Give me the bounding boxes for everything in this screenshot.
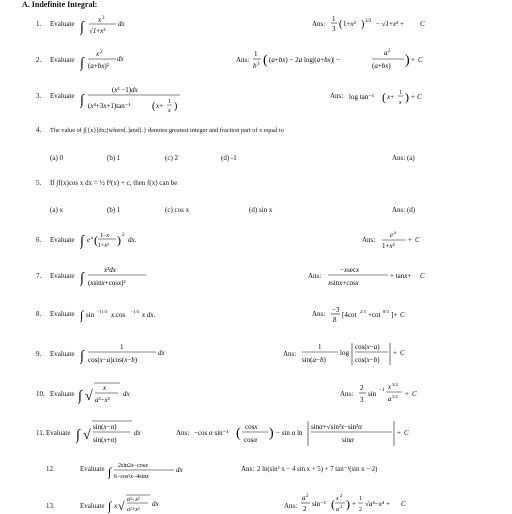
problem-question: Evaluate [50,236,75,244]
svg-text:C: C [420,272,425,280]
svg-text:[4cot: [4cot [342,311,357,319]
svg-text:x: x [91,236,94,241]
svg-text:sin: sin [86,311,95,319]
answer-label: Ans: [176,429,190,437]
problem-9 [0,340,512,370]
answer-label: Ans: (d) [392,206,416,214]
svg-text:3: 3 [332,25,336,33]
problem-question: Evaluate [50,272,75,280]
problem-number: 8. [36,310,42,318]
svg-text:dx: dx [118,20,125,28]
problem-question: Evaluate [46,429,71,437]
option-a: (a) x [50,206,64,214]
svg-text:x: x [388,383,392,391]
svg-text:dx: dx [152,500,159,508]
svg-text:∫: ∫ [80,93,84,108]
integrand-formula [80,14,140,38]
section-heading: A. Indefinite Integral: [22,0,98,9]
answer-label: Ans: [312,20,326,28]
svg-text:(x² −1)dx: (x² −1)dx [112,86,138,94]
answer-label: Ans: (a) [392,154,415,162]
svg-text:6−cos²x−4sinx: 6−cos²x−4sinx [114,474,149,480]
answer-formula [192,418,437,450]
svg-text:b: b [253,62,257,70]
integrand-formula [80,304,170,326]
svg-text:x: x [114,502,118,510]
integrand-formula [78,380,138,410]
svg-text:√: √ [85,389,93,404]
svg-text:3/2: 3/2 [392,394,398,399]
svg-text:(xsinx+cosx)²: (xsinx+cosx)² [88,279,126,287]
svg-text:C: C [401,500,406,508]
problem-number: 10. [36,390,45,398]
svg-text:x: x [399,100,402,106]
svg-text:−11/3: −11/3 [97,309,108,314]
svg-text:x dx.: x dx. [142,311,156,319]
svg-text:+: + [411,56,415,64]
problem-number: 5. [36,179,42,187]
svg-text:−xsecx: −xsecx [340,266,360,274]
svg-text:1+x²: 1+x² [98,243,109,249]
answer-formula: 2 ln(sin² x − 4 sin x + 5) + 7 tan⁻¹(sin x − 2) [257,466,378,473]
svg-text:cosα: cosα [244,436,258,444]
svg-text:+ tanx+: + tanx+ [390,272,412,280]
svg-text:(: ( [152,101,156,112]
svg-text:sin(x−α): sin(x−α) [93,423,117,431]
answer-label: Ans: [236,56,250,64]
problem-3 [0,84,512,114]
svg-text:a: a [336,507,339,513]
svg-text:3/2: 3/2 [392,382,398,387]
svg-text:a³−x³: a³−x³ [95,396,110,404]
svg-text:C: C [418,56,423,64]
svg-text:2: 2 [306,494,309,499]
svg-text:log: log [340,349,349,357]
svg-text:dx: dx [134,429,141,437]
svg-text:sin⁻¹: sin⁻¹ [312,500,326,508]
problem-question: Evaluate [50,20,75,28]
svg-text:): ) [117,233,121,247]
svg-text:− √1+x² +: − √1+x² + [376,20,404,28]
problem-2 [0,46,512,76]
option-b: (b) 1 [107,206,121,214]
svg-text:(: ( [236,426,241,441]
answer-formula [347,84,437,114]
option-d: (d) sin x [249,206,273,214]
svg-text:+: + [411,93,415,101]
problem-number: 1. [36,20,42,28]
svg-text:√: √ [83,428,91,443]
svg-text:1+x²: 1+x² [343,20,356,28]
svg-text:1: 1 [399,90,402,96]
svg-text:cosx: cosx [245,423,258,431]
svg-text:∫: ∫ [78,389,82,404]
svg-text:C: C [400,311,405,319]
answer-label: Ans: [283,350,297,358]
svg-text:cos(x−b): cos(x−b) [355,356,380,364]
svg-text:e: e [390,231,394,239]
svg-text:2: 2 [340,493,343,498]
answer-formula [300,340,430,370]
problem-11 [0,418,512,450]
problem-number: 11. [36,429,45,437]
svg-text:2/3: 2/3 [360,309,366,314]
answer-formula [358,380,438,410]
svg-text:x: x [103,384,107,392]
svg-text:): ) [174,101,178,112]
problem-5 [0,178,512,218]
svg-text:x: x [96,50,100,58]
svg-text:sin(a−b): sin(a−b) [302,356,326,364]
option-d: (d) -1 [221,154,237,162]
problem-question: The value of ∫[{x}]dx;(where[.]and{.} denotes greatest integer and fraction part of x equal to [50,127,284,134]
svg-text:sin: sin [368,390,377,398]
svg-text:2sin2x−cosx: 2sin2x−cosx [118,463,148,469]
svg-text:−1: −1 [379,388,385,393]
svg-text:x: x [98,16,102,24]
problem-question: Evaluate [50,92,75,100]
problem-number: 9. [36,350,42,358]
svg-text:a²−x²: a²−x² [127,497,140,503]
svg-text:C: C [412,390,417,398]
answer-formula [252,46,437,76]
svg-text:∫: ∫ [80,349,84,364]
svg-text:1: 1 [120,343,124,351]
option-c: (c) cos x [165,206,190,214]
problem-1 [0,14,512,36]
problem-number: 4. [36,126,42,134]
svg-text:C: C [404,429,409,437]
answer-label: Ans: [308,272,322,280]
integrand-formula [80,46,140,76]
svg-text:(a+bx)²: (a+bx)² [88,62,109,70]
svg-text:∫: ∫ [108,499,112,513]
problem-number: 6. [36,236,42,244]
svg-text:1: 1 [359,496,362,502]
svg-text:(: ( [331,497,335,511]
svg-text:e: e [87,236,91,244]
svg-text:C: C [417,93,422,101]
svg-text:x.cos: x.cos [111,311,126,319]
svg-text:x: x [336,496,339,502]
svg-text:): ) [361,19,365,30]
svg-text:log tan⁻¹: log tan⁻¹ [349,93,375,101]
problem-question: Evaluate [80,502,105,510]
svg-text:sinα: sinα [342,436,354,444]
integrand-formula [80,264,160,292]
svg-text:+cot: +cot [368,311,381,319]
problem-12 [0,460,512,482]
problem-question: Evaluate [80,465,105,473]
option-b: (b) 1 [107,154,121,162]
svg-text:2: 2 [303,505,307,513]
integrand-formula [108,490,178,514]
svg-text:1−x: 1−x [100,233,110,239]
svg-text:1+x²: 1+x² [382,242,395,250]
svg-text:∫: ∫ [80,56,84,71]
svg-text:∫: ∫ [80,20,84,35]
svg-text:2: 2 [359,507,362,513]
svg-text:(a+bx) − 2a log|(a+bx)| −: (a+bx) − 2a log|(a+bx)| − [269,56,341,64]
problem-question: Evaluate [50,350,75,358]
svg-text:3: 3 [360,396,364,404]
answer-formula [380,228,440,254]
problem-4 [0,125,512,167]
svg-text:1: 1 [318,343,322,351]
problem-number: 7. [36,272,42,280]
svg-text:∫: ∫ [76,428,80,443]
problem-8 [0,304,512,326]
svg-text:8: 8 [333,316,337,324]
svg-text:−cos α sin⁻¹: −cos α sin⁻¹ [194,429,229,437]
problem-6 [0,228,512,252]
answer-label: Ans: [241,465,255,473]
svg-text:1: 1 [332,15,336,23]
answer-label: Ans: [330,92,344,100]
svg-text:a: a [384,49,388,57]
answer-formula [300,490,420,514]
svg-text:): ) [269,426,274,441]
svg-text:C: C [400,349,405,357]
svg-text:dx.: dx. [128,236,137,244]
svg-text:a²+x²: a²+x² [127,507,140,513]
integrand-formula [108,460,198,484]
problem-13 [0,490,512,512]
problem-question: Evaluate [50,390,75,398]
integrand-formula [80,84,190,118]
problem-number: 13. [46,502,55,510]
answer-label: Ans: [340,390,354,398]
svg-text:1: 1 [254,50,258,58]
problem-10 [0,380,512,410]
svg-text:−3: −3 [332,306,340,314]
svg-text:a: a [388,395,392,403]
answer-formula [326,264,436,292]
svg-text:+: + [405,390,409,398]
svg-text:xsinx+cosx: xsinx+cosx [328,279,359,287]
svg-text:): ) [405,53,410,68]
svg-text:(: ( [94,233,98,247]
svg-text:∫: ∫ [80,308,84,322]
svg-text:√: √ [118,499,125,513]
svg-text:sinα+√sin²x−sin²α: sinα+√sin²x−sin²α [311,423,362,431]
svg-text:1: 1 [168,99,171,105]
svg-text:−1/3: −1/3 [131,309,140,314]
svg-text:(: ( [263,53,268,68]
svg-text:2: 2 [122,233,125,238]
svg-text:dx: dx [123,390,130,398]
svg-text:∫: ∫ [108,465,112,479]
svg-text:dx: dx [158,349,165,357]
svg-text:x: x [168,108,171,114]
problem-number: 12. [46,465,55,473]
svg-text:(x⁴+3x+1)tan⁻¹: (x⁴+3x+1)tan⁻¹ [88,102,131,110]
integrand-formula [80,340,170,370]
svg-text:8/3: 8/3 [383,309,389,314]
svg-text:dx: dx [117,55,124,63]
answer-label: Ans: [362,236,376,244]
answer-label: Ans: [312,310,326,318]
svg-text:+: + [393,349,397,357]
svg-text:√a⁴−x⁴ +: √a⁴−x⁴ + [365,500,390,508]
svg-text:): ) [405,90,409,104]
svg-text:3/2: 3/2 [365,19,372,24]
problem-number: 3. [36,92,42,100]
svg-text:x+: x+ [387,93,395,101]
svg-text:+: + [408,236,412,244]
svg-text:2: 2 [340,504,343,509]
svg-text:+: + [352,500,356,508]
svg-text:x+: x+ [156,102,164,110]
svg-text:3: 3 [102,16,105,21]
problem-7 [0,264,512,292]
answer-formula [330,14,450,38]
svg-text:− sin α ln: − sin α ln [276,429,303,437]
svg-text:(: ( [382,90,386,104]
svg-text:∫: ∫ [80,271,84,286]
svg-text:]+: ]+ [391,311,398,319]
svg-text:C: C [420,20,425,28]
integrand-formula [80,228,150,254]
svg-text:cos(x−a): cos(x−a) [355,343,380,351]
svg-text:cos(x−a)cos(x−b): cos(x−a)cos(x−b) [88,356,138,364]
svg-text:2: 2 [360,384,364,392]
svg-text:C: C [415,236,420,244]
svg-text:): ) [346,497,350,511]
svg-text:+: + [397,429,401,437]
svg-text:x: x [394,231,397,236]
problem-question: If ∫f(x)cos x dx = ½ f²(x) + c, then f(x) can be [50,179,178,187]
svg-text:dx: dx [176,466,183,474]
svg-text:√1+x²: √1+x² [89,27,106,35]
problem-question: Evaluate [50,56,75,64]
problem-question: Evaluate [50,310,75,318]
svg-text:∫: ∫ [80,234,84,249]
svg-text:3: 3 [257,62,260,67]
option-c: (c) 2 [165,154,179,162]
answer-label: Ans: [284,502,298,510]
svg-text:(a+bx): (a+bx) [372,62,391,70]
option-a: (a) 0 [50,154,64,162]
svg-text:x²dx: x²dx [104,266,116,274]
svg-text:2: 2 [100,50,103,55]
answer-formula [330,304,430,328]
svg-text:2: 2 [388,49,391,54]
svg-text:sin(x+α): sin(x+α) [93,436,117,444]
integrand-formula [76,418,156,450]
svg-text:(: ( [339,19,343,30]
problem-number: 2. [36,56,42,64]
svg-text:a: a [302,494,306,502]
